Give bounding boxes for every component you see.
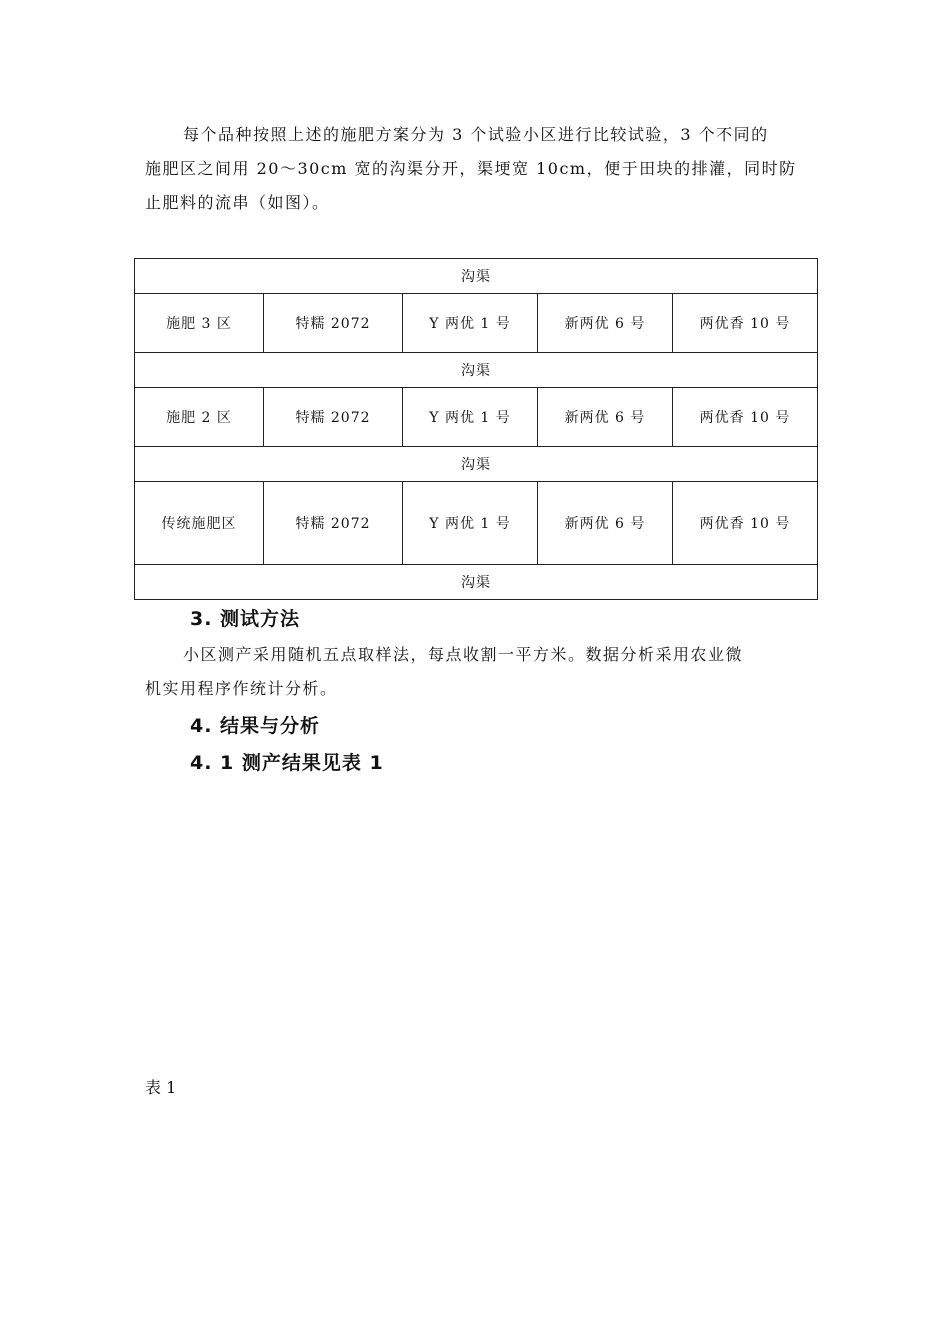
section-heading-results: 4. 结果与分析 [190,715,321,737]
ditch-label: 沟渠 [135,447,818,482]
variety-cell: 特糯 2072 [264,388,403,447]
section-heading-test-method: 3. 测试方法 [190,608,301,630]
variety-cell: 两优香 10 号 [673,482,818,565]
ditch-row [135,259,818,294]
intro-paragraph [145,118,817,220]
variety-cell: 特糯 2072 [264,482,403,565]
variety-cell: 新两优 6 号 [538,388,673,447]
ditch-label: 沟渠 [135,565,818,600]
field-plot-layout-table [134,258,818,600]
zone-name: 施肥 3 区 [135,294,264,353]
intro-line-3: 止肥料的流串（如图）。 [145,193,330,212]
zone-row [135,482,818,565]
test-method-line-1: 小区测产采用随机五点取样法，每点收割一平方米。数据分析采用农业微 [183,645,744,664]
zone-name: 施肥 2 区 [135,388,264,447]
variety-cell: 新两优 6 号 [538,294,673,353]
test-method-line-2: 机实用程序作统计分析。 [145,679,338,698]
variety-cell: Y 两优 1 号 [403,294,538,353]
variety-cell: 特糯 2072 [264,294,403,353]
ditch-row [135,353,818,388]
subsection-heading-yield: 4. 1 测产结果见表 1 [190,752,384,774]
variety-cell: Y 两优 1 号 [403,482,538,565]
zone-row [135,388,818,447]
test-method-paragraph [145,638,817,706]
table-caption: 表 1 [145,1078,177,1097]
ditch-label: 沟渠 [135,353,818,388]
zone-row [135,294,818,353]
ditch-label: 沟渠 [135,259,818,294]
variety-cell: 新两优 6 号 [538,482,673,565]
zone-name: 传统施肥区 [135,482,264,565]
variety-cell: 两优香 10 号 [673,294,818,353]
variety-cell: Y 两优 1 号 [403,388,538,447]
intro-line-1: 每个品种按照上述的施肥方案分为 3 个试验小区进行比较试验，3 个不同的 [183,125,769,144]
variety-cell: 两优香 10 号 [673,388,818,447]
ditch-row [135,565,818,600]
ditch-row [135,447,818,482]
intro-line-2: 施肥区之间用 20～30cm 宽的沟渠分开，渠埂宽 10cm，便于田块的排灌，同时防 [145,159,797,178]
